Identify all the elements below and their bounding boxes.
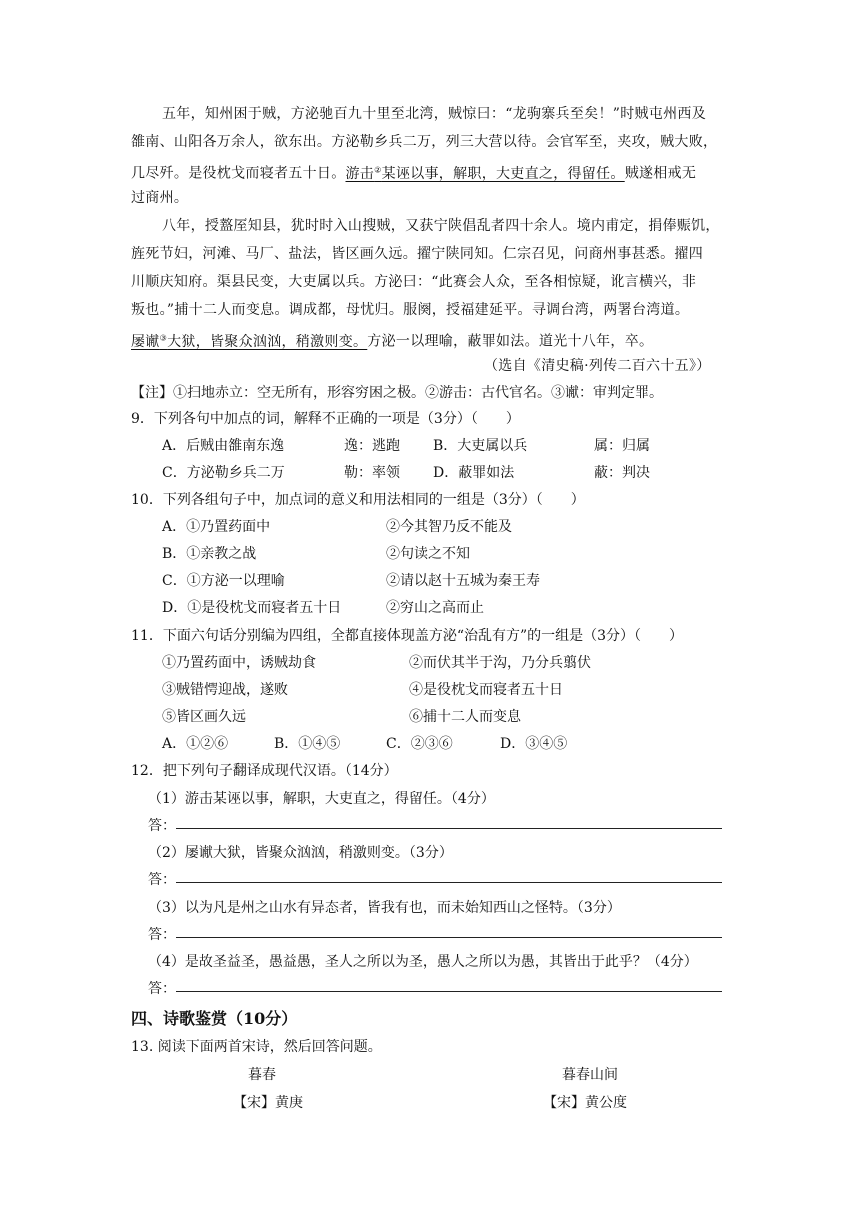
q10-stem: 10．下列各组句子中，加点词的意义和用法相同的一组是（3分）（ ） — [131, 492, 585, 508]
q10-option-d[interactable]: D．①是役枕戈而寝者五十日 — [162, 600, 342, 616]
passage-line: 旌死节妇，河滩、马厂、盐法，皆区画久远。擢宁陕同知。仁宗召见，问商州事甚悉。擢四 — [131, 246, 703, 262]
q11-option-a[interactable]: A．①②⑥ — [162, 736, 229, 752]
answer-line-1[interactable] — [176, 828, 722, 829]
passage-text: 方泌一以理喻，蔽罪如法。道光十八年，卒。 — [367, 333, 654, 350]
q10-option-a[interactable]: A．①乃置药面中 — [162, 519, 271, 535]
q10-option-d-pair: ②穷山之高而止 — [386, 600, 484, 616]
answer-label: 答： — [148, 872, 176, 888]
q11-option-d[interactable]: D．③④⑤ — [500, 736, 568, 752]
q9-stem: 9．下列各句中加点的词，解释不正确的一项是（3分）（ ） — [131, 411, 520, 427]
answer-label: 答： — [148, 927, 176, 943]
q12-item-2: （2）屡谳大狱，皆聚众汹汹，稍激则变。（3分） — [148, 845, 453, 861]
q10-option-b-pair: ②句读之不知 — [386, 546, 470, 562]
q11-sentence-6: ⑥捕十二人而变息 — [409, 709, 521, 725]
passage-line — [131, 328, 653, 352]
poem-1-title: 暮春 — [248, 1067, 276, 1083]
q10-option-b[interactable]: B．①亲教之战 — [162, 546, 257, 562]
q10-option-c[interactable]: C．①方泌一以理喻 — [162, 573, 285, 589]
answer-label: 答： — [148, 981, 176, 997]
note: 【注】①扫地赤立：空无所有，形容穷困之极。②游击：古代官名。③谳：审判定罪。 — [131, 385, 663, 401]
poem-2-author: 【宋】黄公度 — [543, 1095, 627, 1111]
q9-option-d[interactable]: D．蔽罪如法 — [433, 465, 515, 481]
q11-option-b[interactable]: B．①④⑤ — [274, 736, 341, 752]
answer-line-2[interactable] — [176, 882, 722, 883]
passage-line: 雒南、山阳各万余人，欲东出。方泌勒乡兵二万，列三大营以待。会官军至，夹攻，贼大败， — [131, 134, 718, 150]
poem-1-author: 【宋】黄庚 — [233, 1095, 303, 1111]
q13-stem: 13. 阅读下面两首宋诗，然后回答问题。 — [131, 1039, 382, 1055]
q9-option-b-gloss: 属：归属 — [594, 438, 650, 454]
q10-option-a-pair: ②今其智乃反不能及 — [386, 519, 512, 535]
q10-option-c-pair: ②请以赵十五城为秦王寿 — [386, 573, 540, 589]
q9-option-b[interactable]: B．大吏属以兵 — [433, 438, 528, 454]
answer-label: 答： — [148, 818, 176, 834]
q11-stem: 11．下面六句话分别编为四组，全都直接体现盖方泌“治乱有方”的一组是（3分）（ ） — [131, 628, 684, 644]
passage-line: 叛也。”捕十二人而变息。调成都，母忧归。服阕，授福建延平。寻调台湾，两署台湾道。 — [131, 302, 690, 318]
q11-sentence-2: ②而伏其半于沟，乃分兵翦伏 — [409, 655, 591, 671]
passage-line: 过商州。 — [131, 190, 189, 206]
answer-line-3[interactable] — [176, 937, 722, 938]
q12-stem: 12．把下列句子翻译成现代汉语。（14分） — [131, 763, 398, 779]
q9-option-c[interactable]: C．方泌勒乡兵二万 — [162, 465, 285, 481]
underlined-sentence: 游击②某诬以事，解职，大吏直之，得留任。 — [345, 165, 625, 182]
q12-item-4: （4）是故圣益圣，愚益愚，圣人之所以为圣，愚人之所以为愚，其皆出于此乎？（4分） — [148, 954, 698, 970]
q11-option-c[interactable]: C．②③⑥ — [386, 736, 453, 752]
passage-line: 五年，知州困于贼，方泌驰百九十里至北湾，贼惊曰：“龙驹寨兵至矣！”时贼屯州西及 — [162, 106, 707, 122]
q9-option-d-gloss: 蔽：判决 — [594, 465, 650, 481]
passage-line: 八年，授盩厔知县，犹时时入山搜贼，又获宁陕倡乱者四十余人。境内甫定，捐俸赈饥， — [162, 218, 720, 234]
passage-line: 川顺庆知府。渠县民变，大吏属以兵。方泌曰：“此赛会人众，至各相惊疑，讹言横兴，非 — [131, 274, 697, 290]
q9-option-c-gloss: 勒：率领 — [344, 465, 400, 481]
q12-item-3: （3）以为凡是州之山水有异态者，皆我有也，而未始知西山之怪特。（3分） — [148, 900, 621, 916]
underlined-sentence: 屡谳③大狱，皆聚众汹汹，稍激则变。 — [131, 333, 368, 350]
passage-line — [131, 160, 696, 184]
q12-item-1: （1）游击某诬以事，解职，大吏直之，得留任。（4分） — [148, 791, 495, 807]
q11-sentence-3: ③贼错愕迎战，遂败 — [162, 682, 288, 698]
poem-2-title: 暮春山间 — [562, 1067, 618, 1083]
q11-sentence-1: ①乃置药面中，诱贼劫食 — [162, 655, 316, 671]
passage-text: 贼遂相戒无 — [624, 165, 697, 182]
q11-sentence-5: ⑤皆区画久远 — [162, 709, 246, 725]
q11-sentence-4: ④是役枕戈而寝者五十日 — [409, 682, 563, 698]
q9-option-a-gloss: 逸：逃跑 — [344, 438, 400, 454]
passage-source: （选自《清史稿·列传二百六十五》） — [484, 358, 711, 374]
answer-line-4[interactable] — [176, 991, 722, 992]
q9-option-a[interactable]: A．后贼由雒南东逸 — [162, 438, 285, 454]
passage-text: 几尽歼。是役枕戈而寝者五十日。 — [131, 165, 346, 182]
section-heading: 四、诗歌鉴赏（10分） — [131, 1009, 298, 1028]
